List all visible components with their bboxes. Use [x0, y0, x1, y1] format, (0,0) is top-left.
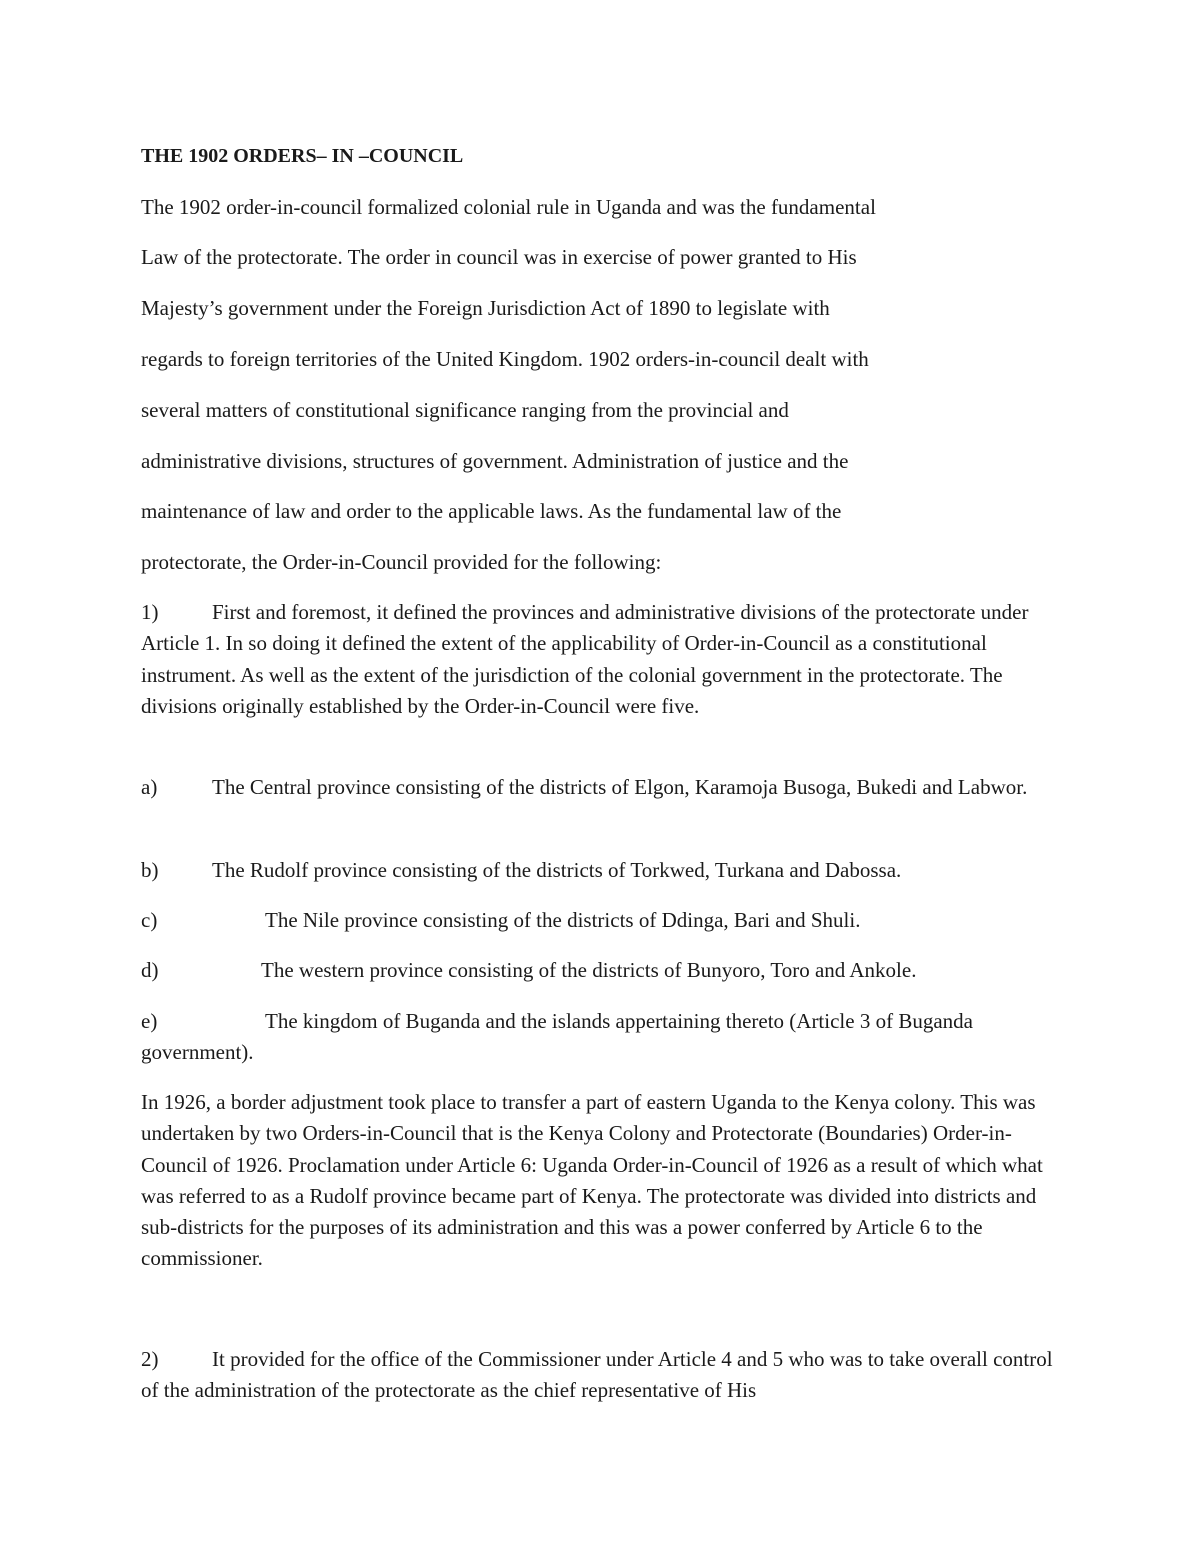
list-item-province-b: [141, 855, 1061, 886]
intro-line: Majesty’s government under the Foreign Jurisdiction Act of 1890 to legislate with: [141, 296, 830, 320]
list-item-point-2: [141, 1344, 1061, 1407]
list-item-point-1: [141, 597, 1061, 722]
list-item-province-a: [141, 772, 1061, 803]
list-item-province-e: [141, 1006, 1061, 1069]
list-item-label: a): [141, 775, 158, 799]
list-item-text: The kingdom of Buganda and the islands appertaining thereto (Article 3 of Buganda government).: [141, 1009, 973, 1065]
list-item-text: The Rudolf province consisting of the districts of Torkwed, Turkana and Dabossa.: [212, 858, 902, 882]
list-item-label: e): [141, 1009, 158, 1033]
intro-line: protectorate, the Order-in-Council provided for the following:: [141, 550, 662, 574]
intro-line: administrative divisions, structures of government. Administration of justice and the: [141, 449, 849, 473]
intro-line: Law of the protectorate. The order in council was in exercise of power granted to His: [141, 245, 857, 269]
list-item-label: d): [141, 958, 159, 982]
list-item-label: 2): [141, 1347, 159, 1371]
list-item-province-d: [141, 955, 1061, 986]
list-item-label: c): [141, 908, 158, 932]
list-item-text: First and foremost, it defined the provinces and administrative divisions of the protectorate under Article 1. In so doing it defined the extent of the applicability of Order-in-Council as a constitutional instrument. As well as the extent of the jurisdiction of the colonial government in the protectorate. The divisions originally established by the Order-in-Council were five.: [141, 600, 1029, 718]
list-item-label: b): [141, 858, 159, 882]
list-item-province-c: [141, 905, 1061, 936]
intro-line: maintenance of law and order to the applicable laws. As the fundamental law of the: [141, 499, 842, 523]
intro-line: regards to foreign territories of the United Kingdom. 1902 orders-in-council dealt with: [141, 347, 869, 371]
intro-line: several matters of constitutional significance ranging from the provincial and: [141, 398, 789, 422]
list-item-text: The western province consisting of the districts of Bunyoro, Toro and Ankole.: [261, 958, 917, 982]
list-item-text: It provided for the office of the Commissioner under Article 4 and 5 who was to take overall control of the administration of the protectorate as the chief representative of His: [141, 1347, 1053, 1403]
list-item-label: 1): [141, 600, 159, 624]
list-item-text: The Central province consisting of the districts of Elgon, Karamoja Busoga, Bukedi and Labwor.: [212, 775, 1028, 799]
list-item-text: The Nile province consisting of the districts of Ddinga, Bari and Shuli.: [265, 908, 861, 932]
border-adjustment-paragraph: In 1926, a border adjustment took place to transfer a part of eastern Uganda to the Kenya colony. This was undertaken by two Orders-in-Council that is the Kenya Colony and Protectorate (Boundaries) Order-in-Council of 1926. Proclamation under Article 6: Uganda Order-in-Council of 1926 as a result of which what was referred to as a Rudolf province became part of Kenya. The protectorate was divided into districts and sub-districts for the purposes of its administration and this was a power conferred by Article 6 to the commissioner.: [141, 1090, 1043, 1271]
document-title: THE 1902 ORDERS– IN –COUNCIL: [141, 145, 464, 167]
intro-line: The 1902 order-in-council formalized colonial rule in Uganda and was the fundamental: [141, 195, 876, 219]
